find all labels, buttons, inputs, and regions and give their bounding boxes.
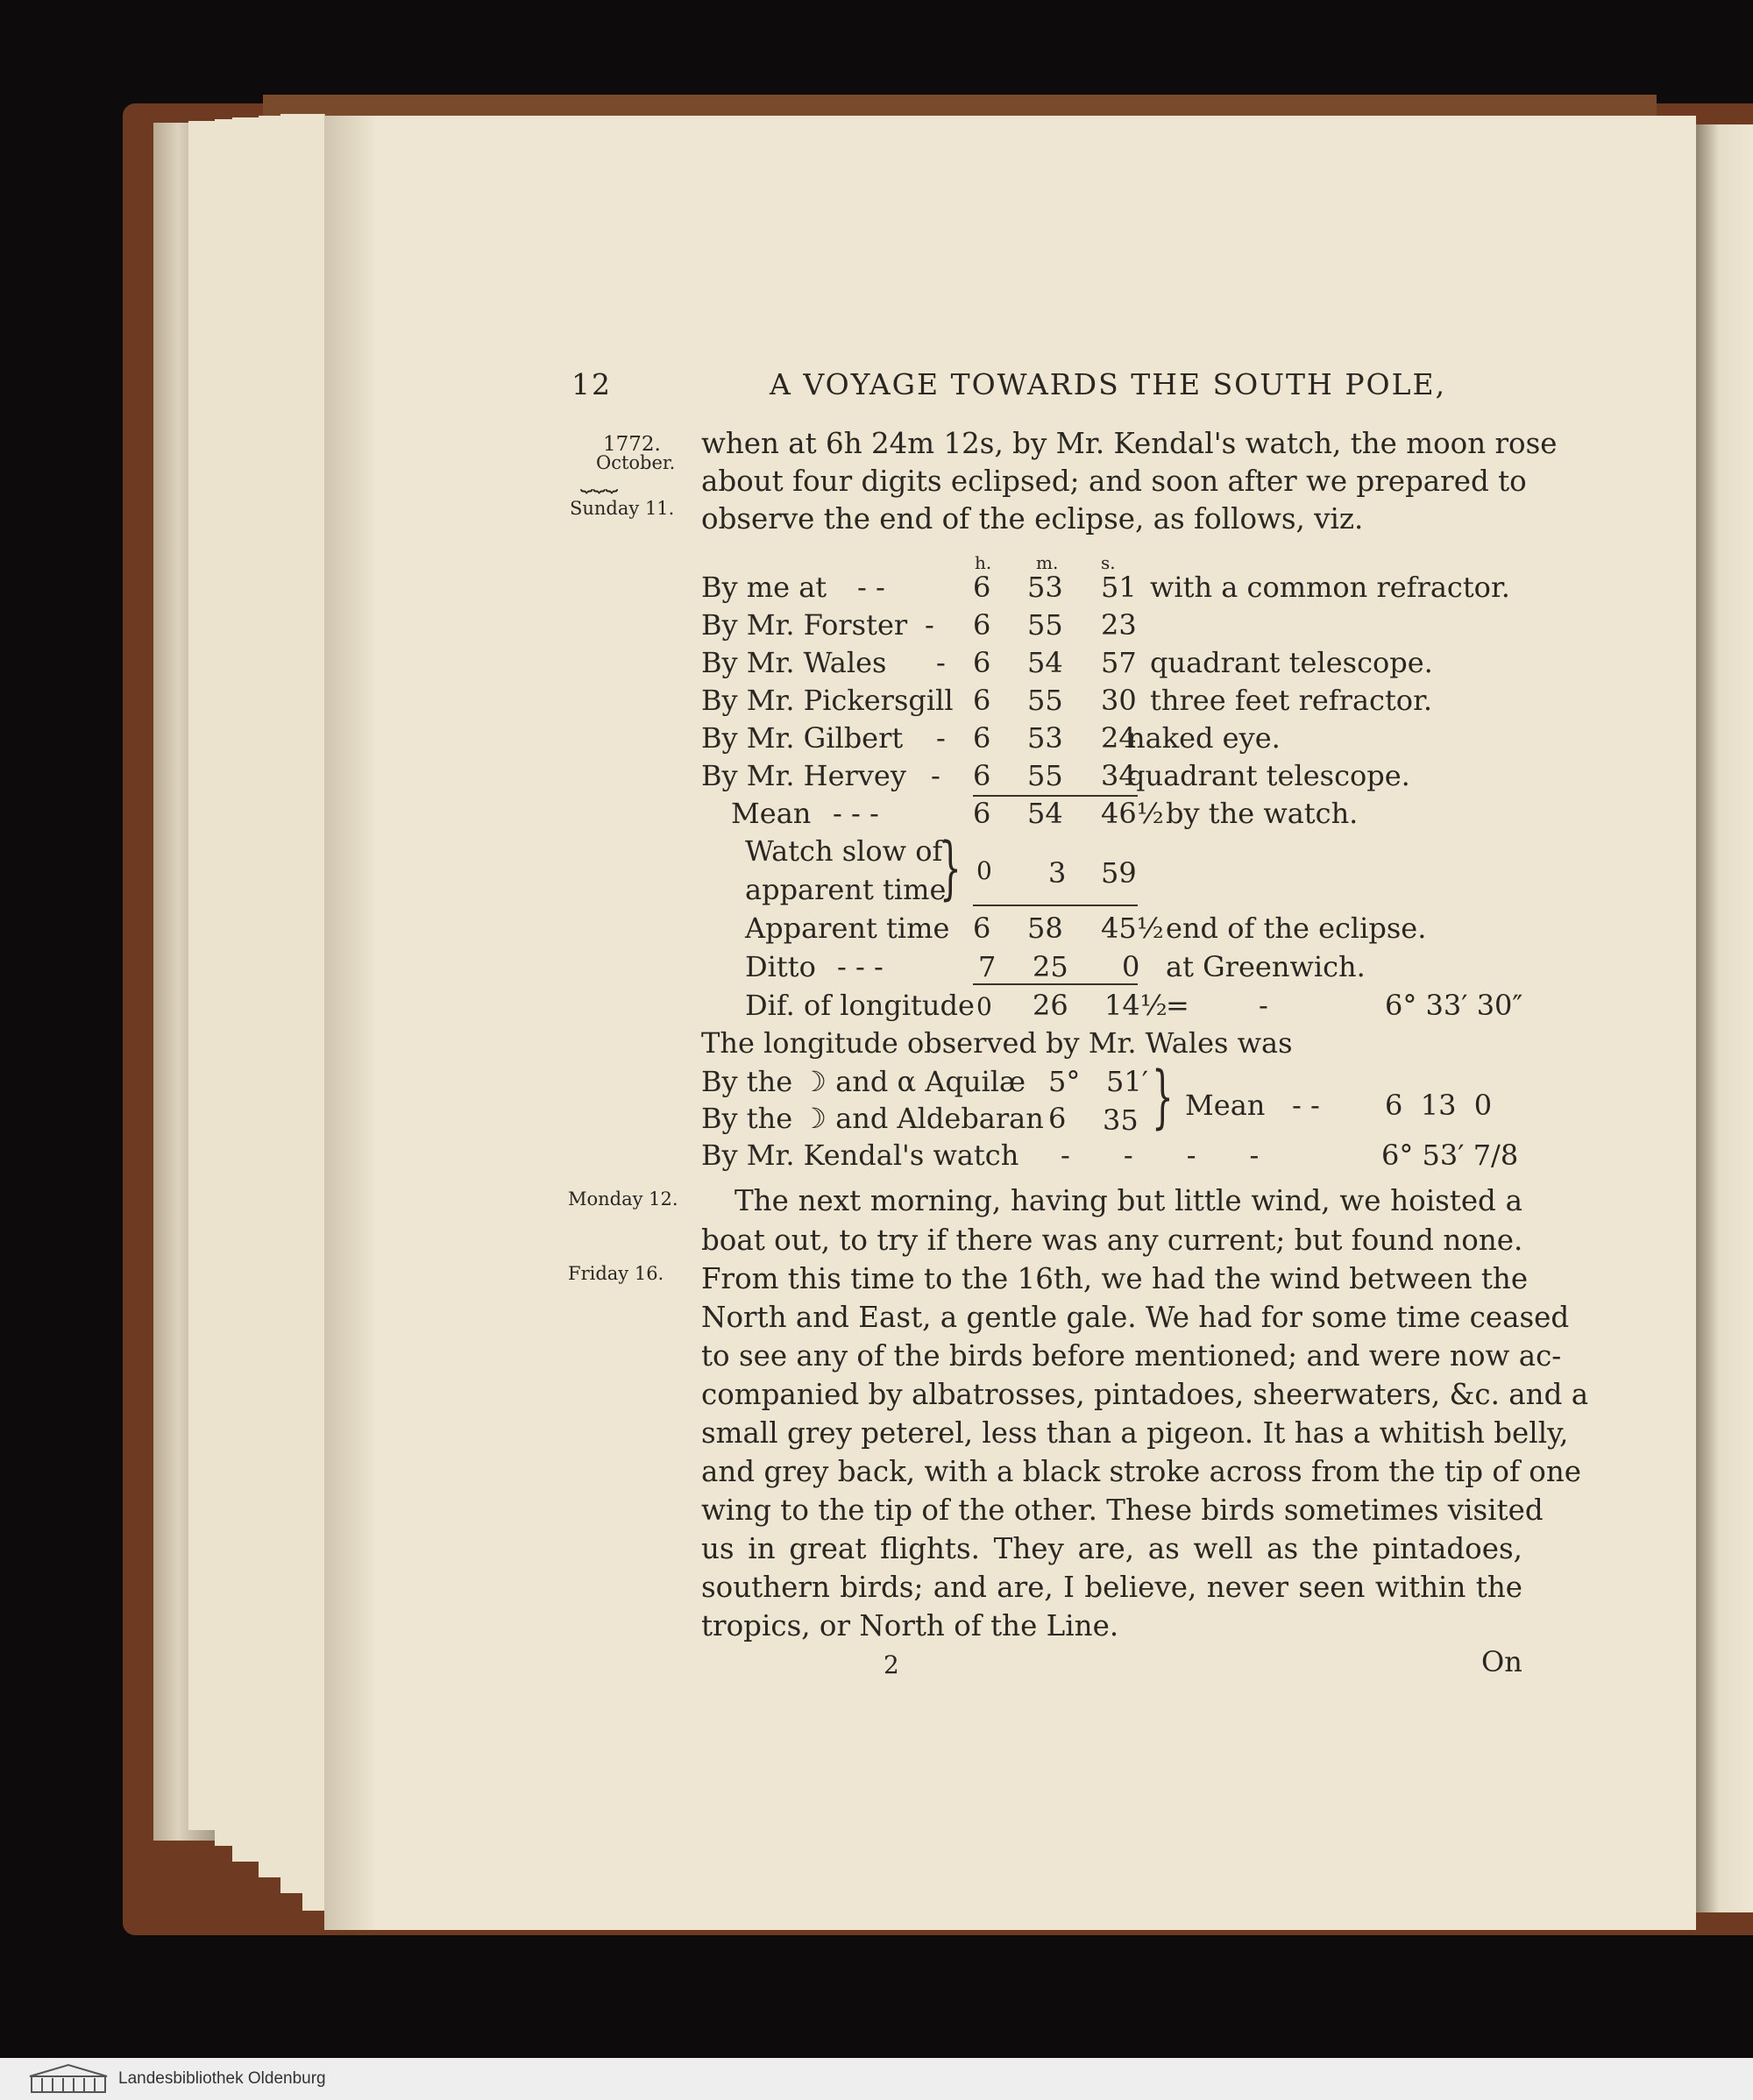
body-line: tropics, or North of the Line. [701, 1609, 1119, 1642]
body-line: boat out, to try if there was any current; but found none. [701, 1224, 1523, 1257]
row-label: By Mr. Pickersgill [701, 684, 954, 717]
page-edge [259, 116, 281, 1877]
body-line: North and East, a gentle gale. We had for some time ceased [701, 1301, 1570, 1334]
mean-hours: 6 [973, 797, 991, 830]
row-seconds: 24 [1101, 721, 1137, 755]
library-building-icon [25, 2062, 112, 2096]
page-number: 12 [571, 367, 612, 401]
facing-page-edge [1696, 124, 1753, 1912]
mean-seconds: 46½ [1101, 797, 1164, 830]
watch-slow-minutes: 3 [1048, 856, 1067, 890]
row-hours: 6 [973, 608, 991, 642]
library-name: Landesbibliothek Oldenburg [118, 2069, 326, 2088]
body-line: companied by albatrosses, pintadoes, sheerwaters, &c. and a [701, 1378, 1589, 1411]
watch-slow-label: Watch slow of [745, 834, 943, 868]
page-edge [232, 117, 259, 1862]
col-header-hours: h. [975, 552, 992, 573]
row-label: By Mr. Hervey [701, 759, 906, 792]
intro-line: about four digits eclipsed; and soon after we prepared to [701, 465, 1527, 498]
row-label: By Mr. Forster [701, 608, 908, 642]
longitude-intro: The longitude observed by Mr. Wales was [701, 1026, 1293, 1060]
ditto-dash: - - - [837, 950, 884, 983]
difference-equals: = [1166, 989, 1189, 1022]
difference-minutes: 26 [1033, 989, 1068, 1022]
row-minutes: 53 [1027, 721, 1063, 755]
apparent-label: Apparent time [745, 912, 950, 945]
longitude-row2-label: By the ☽ and Aldebaran [701, 1102, 1044, 1135]
longitude-row1-label: By the ☽ and α Aquilæ [701, 1065, 1026, 1098]
body-line: small grey peterel, less than a pigeon. It has a whitish belly, [701, 1416, 1569, 1450]
sum-rule [973, 905, 1138, 906]
row-minutes: 55 [1027, 759, 1063, 792]
longitude-mean-label: Mean [1185, 1089, 1266, 1122]
row-hours: 6 [973, 571, 991, 604]
page-gutter-shade [324, 116, 377, 1930]
signature-mark: 2 [884, 1650, 899, 1679]
row-seconds: 34 [1101, 759, 1137, 792]
catchword: On [1481, 1645, 1522, 1678]
row-minutes: 55 [1027, 684, 1063, 717]
row-minutes: 55 [1027, 608, 1063, 642]
row-note: quadrant telescope. [1150, 646, 1433, 679]
apparent-seconds: 45½ [1101, 912, 1164, 945]
ditto-hours: 7 [978, 950, 997, 983]
difference-label: Dif. of longitude [745, 989, 975, 1022]
row-label: By Mr. Gilbert [701, 721, 904, 755]
longitude-row1-degrees: 5° [1048, 1065, 1081, 1098]
longitude-row3-label: By Mr. Kendal's watch [701, 1139, 1019, 1172]
watch-slow-label: apparent time [745, 873, 947, 906]
body-line: and grey back, with a black stroke across from the tip of one [701, 1455, 1582, 1488]
row-dash: - - [857, 571, 885, 604]
row-seconds: 51 [1101, 571, 1137, 604]
longitude-row3-dash: - - - - [1061, 1139, 1260, 1172]
library-footer-bar [0, 2058, 1753, 2100]
row-hours: 6 [973, 759, 991, 792]
longitude-row3-value: 6° 53′ 7/8 [1381, 1139, 1519, 1172]
mean-minutes: 54 [1027, 797, 1063, 830]
margin-date-friday: Friday 16. [568, 1263, 664, 1284]
row-note: naked eye. [1127, 721, 1281, 755]
row-hours: 6 [973, 721, 991, 755]
mean-label: Mean [731, 797, 812, 830]
longitude-row1-minutes: 51′ [1106, 1065, 1148, 1098]
intro-line: observe the end of the eclipse, as follows, viz. [701, 502, 1364, 536]
difference-result: 6° 33′ 30″ [1385, 989, 1523, 1022]
ditto-minutes: 25 [1033, 950, 1068, 983]
page-edge [302, 114, 325, 1911]
body-line: The next morning, having but little wind, we hoisted a [735, 1184, 1522, 1217]
longitude-mean-dash: - - [1292, 1089, 1320, 1122]
row-seconds: 30 [1101, 684, 1137, 717]
body-line: to see any of the birds before mentioned; and were now ac- [701, 1339, 1562, 1373]
row-dash: - [936, 646, 946, 679]
row-note: quadrant telescope. [1127, 759, 1410, 792]
row-note: three feet refractor. [1150, 684, 1433, 717]
margin-year: 1772. [603, 433, 661, 456]
difference-dash: - [1259, 989, 1268, 1022]
body-line: us in great flights. They are, as well as the pintadoes, [701, 1532, 1522, 1565]
row-note: with a common refractor. [1150, 571, 1510, 604]
margin-month: October. [596, 452, 676, 473]
mean-note: by the watch. [1166, 797, 1359, 830]
margin-date-monday: Monday 12. [568, 1188, 678, 1210]
row-minutes: 53 [1027, 571, 1063, 604]
apparent-minutes: 58 [1027, 912, 1063, 945]
row-label: By Mr. Wales [701, 646, 887, 679]
running-title: A VOYAGE TOWARDS THE SOUTH POLE, [770, 367, 1447, 401]
page-edge [280, 114, 303, 1893]
row-minutes: 54 [1027, 646, 1063, 679]
row-dash: - [931, 759, 940, 792]
body-line: southern birds; and are, I believe, never seen within the [701, 1571, 1522, 1604]
mean-dash: - - - [833, 797, 879, 830]
longitude-row2-degrees: 6 [1048, 1102, 1067, 1135]
ditto-label: Ditto [745, 950, 816, 983]
ditto-seconds: 0 [1122, 950, 1140, 983]
brace: } [1152, 1058, 1174, 1137]
difference-seconds: 14½ [1104, 989, 1167, 1022]
col-header-minutes: m. [1036, 552, 1059, 573]
watch-slow-seconds: 59 [1101, 856, 1137, 890]
ditto-note: at Greenwich. [1166, 950, 1366, 983]
brace: } [940, 829, 962, 908]
apparent-note: end of the eclipse. [1166, 912, 1427, 945]
body-line: From this time to the 16th, we had the wind between the [701, 1262, 1529, 1295]
watch-slow-hours: 0 [976, 856, 992, 885]
row-dash: - [925, 608, 934, 642]
sum-rule [973, 983, 1138, 985]
margin-date-sunday: Sunday 11. [570, 498, 675, 519]
page-edge [215, 119, 233, 1846]
difference-hours: 0 [976, 992, 992, 1021]
page-edge [188, 121, 216, 1830]
row-seconds: 57 [1101, 646, 1137, 679]
apparent-hours: 6 [973, 912, 991, 945]
margin-brace: ⏟⏟⏟ [580, 468, 619, 493]
intro-line: when at 6h 24m 12s, by Mr. Kendal's watch, the moon rose [701, 427, 1558, 460]
body-line: wing to the tip of the other. These birds sometimes visited [701, 1493, 1544, 1527]
longitude-mean-value: 6 13 0 [1385, 1089, 1493, 1122]
row-hours: 6 [973, 684, 991, 717]
row-seconds: 23 [1101, 608, 1137, 642]
longitude-row2-minutes: 35 [1103, 1103, 1139, 1137]
col-header-seconds: s. [1101, 552, 1116, 573]
row-hours: 6 [973, 646, 991, 679]
row-label: By me at [701, 571, 827, 604]
row-dash: - [936, 721, 946, 755]
